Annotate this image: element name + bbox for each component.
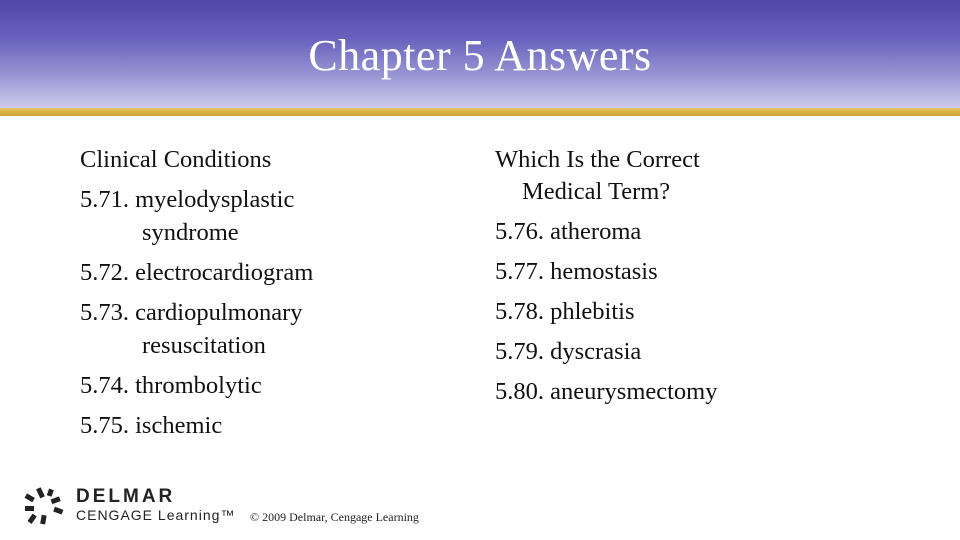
right-heading-continuation: Medical Term?: [522, 178, 671, 205]
list-item: 5.78. phlebitis: [495, 298, 635, 325]
list-item: 5.72. electrocardiogram: [80, 259, 314, 286]
list-item: 5.77. hemostasis: [495, 258, 658, 285]
list-item: 5.75. ischemic: [80, 412, 223, 439]
banner-accent-line: [0, 108, 960, 116]
left-heading: Clinical Conditions: [80, 146, 272, 173]
copyright-notice: © 2009 Delmar, Cengage Learning: [250, 510, 419, 524]
list-item: 5.76. atheroma: [495, 218, 642, 245]
list-item-continuation: syndrome: [142, 219, 239, 246]
brand-subtitle: CENGAGE Learning™: [76, 507, 236, 523]
list-item: 5.73. cardiopulmonary: [80, 299, 303, 326]
list-item: 5.79. dyscrasia: [495, 338, 642, 365]
list-item: 5.80. aneurysmectomy: [495, 378, 718, 405]
list-item: 5.71. myelodysplastic: [80, 186, 295, 213]
delmar-starburst-icon: [24, 486, 70, 526]
right-heading: Which Is the Correct: [495, 146, 700, 173]
list-item: 5.74. thrombolytic: [80, 372, 262, 399]
list-item-continuation: resuscitation: [142, 332, 266, 359]
brand-name: DELMAR: [76, 486, 176, 507]
slide-title: Chapter 5 Answers: [308, 31, 652, 80]
left-column: [80, 142, 460, 443]
delmar-logo: [24, 486, 244, 526]
right-column: [495, 142, 915, 409]
